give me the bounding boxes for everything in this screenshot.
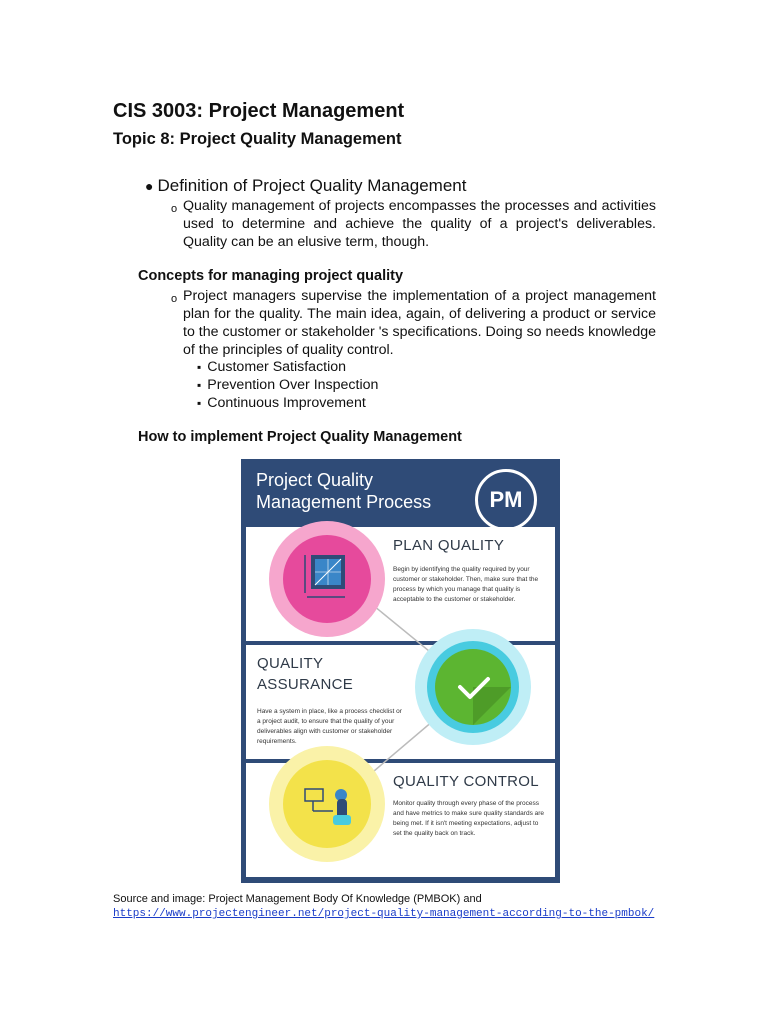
circle-bullet-icon: o bbox=[171, 293, 178, 305]
list-item: ▪ Prevention Over Inspection bbox=[197, 376, 378, 394]
source-caption: Source and image: Project Management Body Of Knowledge (PMBOK) and bbox=[113, 893, 482, 905]
quality-control-text: Monitor quality through every phase of the process and have metrics to make sure quality standards are being met. If it isn't meeting expectations, adjust to set the quality back on track. bbox=[393, 800, 545, 837]
concepts-paragraph bbox=[171, 287, 656, 359]
list-item: ▪ Customer Satisfaction bbox=[197, 358, 378, 376]
plan-quality-heading: PLAN QUALITY bbox=[393, 537, 505, 554]
quality-control-circle bbox=[283, 760, 371, 848]
quality-process-infographic bbox=[241, 459, 560, 883]
plan-quality-text: Begin by identifying the quality required by your customer or stakeholder. Then, make sure that the process by which you manage that quality is acceptable to the customer or stakeholder. bbox=[393, 566, 539, 603]
infographic-title: Project Quality Management Process bbox=[256, 470, 432, 512]
definition-heading: Definition of Project Quality Management bbox=[157, 176, 467, 195]
topic-subtitle: Topic 8: Project Quality Management bbox=[113, 130, 402, 148]
process-graphics bbox=[241, 459, 560, 883]
document-title: CIS 3003: Project Management bbox=[113, 100, 405, 122]
circle-bullet-icon: o bbox=[171, 203, 178, 215]
concepts-list bbox=[197, 358, 378, 412]
concepts-text: Project managers supervise the implementation of a project management plan for the quality. The main idea, again, of delivering a product or service to the customer or stakeholder 's specifications. Doing so needs knowledge of the principles of quality control. bbox=[183, 288, 656, 358]
list-item: ▪ Continuous Improvement bbox=[197, 394, 378, 412]
source-link[interactable]: https://www.projectengineer.net/project-quality-management-according-to-the-pmbok/ bbox=[113, 908, 655, 920]
quality-control-heading: QUALITY CONTROL bbox=[393, 773, 539, 790]
definition-text: Quality management of projects encompasses the processes and activities used to determine and achieve the quality of a project's deliverables. Quality can be an elusive term, though. bbox=[183, 198, 656, 250]
pm-badge-icon: PM bbox=[475, 469, 537, 531]
bullet-dot-icon: ● bbox=[145, 178, 154, 194]
quality-assurance-text: Have a system in place, like a process checklist or a project audit, to ensure that the quality of your deliverables align with customer or stakeholder requirements. bbox=[257, 708, 402, 745]
definition-bullet bbox=[145, 176, 466, 196]
concepts-heading: Concepts for managing project quality bbox=[138, 268, 404, 284]
quality-assurance-heading: QUALITY ASSURANCE bbox=[257, 655, 354, 693]
definition-paragraph bbox=[171, 197, 656, 251]
implement-heading: How to implement Project Quality Management bbox=[138, 429, 462, 445]
